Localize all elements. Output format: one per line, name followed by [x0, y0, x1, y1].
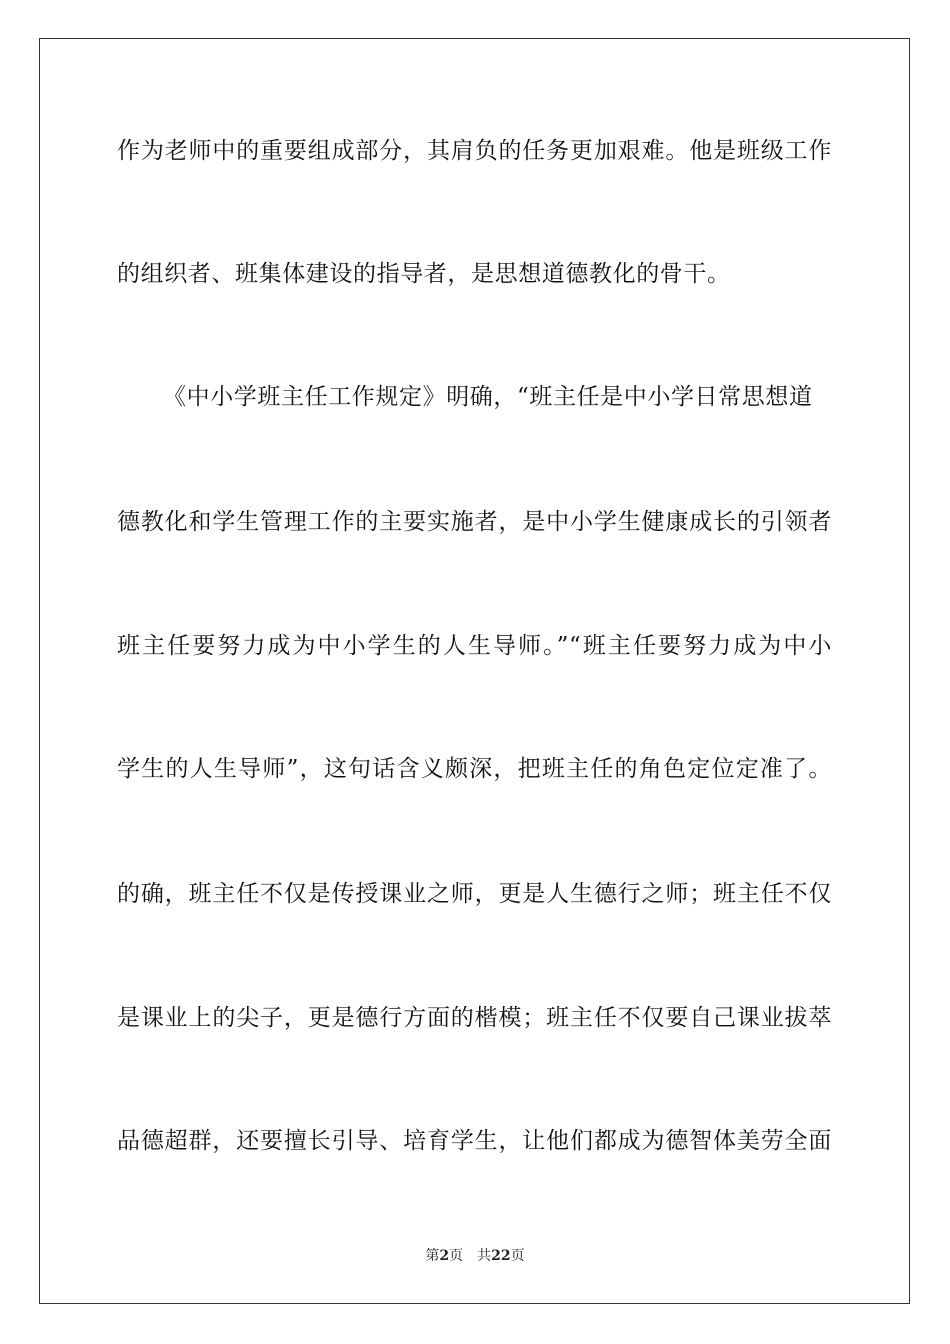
text-line-8: 是课业上的尖子，更是德行方面的楷模；班主任不仅要自己课业拔萃	[117, 1005, 832, 1031]
total-prefix: 共	[477, 1248, 492, 1264]
text-line-7: 的确，班主任不仅是传授课业之师，更是人生德行之师；班主任不仅	[117, 881, 832, 907]
page-prefix: 第	[425, 1248, 440, 1264]
text-line-2: 的组织者、班集体建设的指导者，是思想道德教化的骨干。	[117, 261, 731, 287]
text-line-4: 德教化和学生管理工作的主要实施者，是中小学生健康成长的引领者	[117, 509, 832, 535]
page-footer	[0, 1247, 950, 1265]
page-number: 2	[439, 1248, 450, 1264]
text-line-9: 品德超群，还要擅长引导、培育学生，让他们都成为德智体美劳全面	[117, 1128, 832, 1154]
text-line-6: 学生的人生导师”，这句话含义颇深，把班主任的角色定位定准了。	[117, 756, 832, 782]
total-suffix: 页	[510, 1248, 525, 1264]
text-line-1: 作为老师中的重要组成部分，其肩负的任务更加艰难。他是班级工作	[117, 138, 832, 164]
text-line-3: 《中小学班主任工作规定》明确，“班主任是中小学日常思想道	[163, 384, 813, 410]
page-border	[39, 38, 910, 1304]
total-pages: 22	[491, 1248, 511, 1264]
page-suffix: 页	[449, 1248, 464, 1264]
text-line-5: 班主任要努力成为中小学生的人生导师。”“班主任要努力成为中小	[117, 633, 832, 659]
